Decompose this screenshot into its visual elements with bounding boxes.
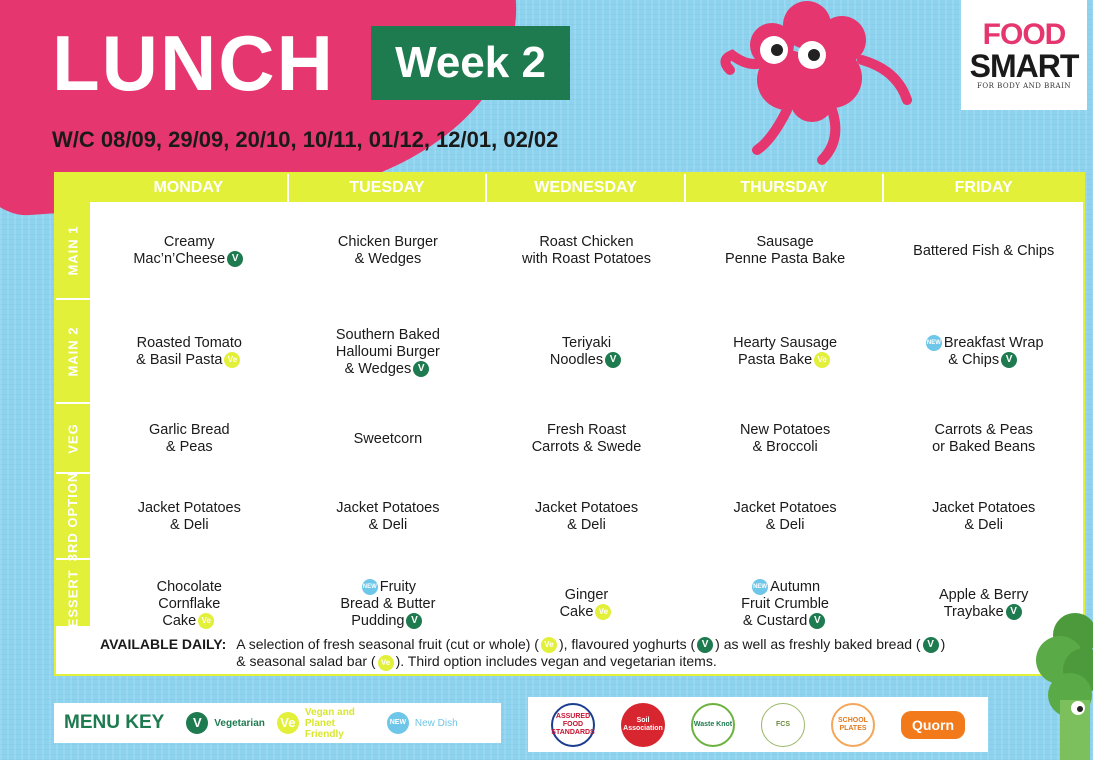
- menu-cell: [90, 474, 289, 560]
- day-header-friday: FRIDAY: [954, 179, 1013, 196]
- dish-text: & Basil Pasta: [136, 352, 223, 368]
- row-label: 3RD OPTION: [56, 474, 90, 560]
- vegetarian-badge-icon: V: [697, 637, 713, 653]
- vegetarian-badge-icon: V: [605, 352, 621, 368]
- menu-cell: [884, 300, 1083, 404]
- vegetarian-badge-icon: V: [809, 613, 825, 629]
- menu-cell: [487, 560, 686, 648]
- dish-text: Garlic Bread: [149, 422, 230, 438]
- dish-text: Noodles: [549, 352, 604, 368]
- day-header-thursday: THURSDAY: [686, 174, 885, 202]
- vegan-badge-icon: Ve: [595, 604, 611, 620]
- key-vegan: Ve Vegan and Planet Friendly: [275, 707, 375, 740]
- waste-knot-logo: Waste Knot: [691, 703, 735, 747]
- soil-association-logo: Soil Association: [621, 703, 665, 747]
- key-vegetarian: V Vegetarian: [184, 712, 265, 734]
- dish-text: Penne Pasta Bake: [725, 251, 846, 267]
- raspberry-mascot-icon: [712, 0, 922, 165]
- vegan-badge-icon: Ve: [277, 712, 299, 734]
- row-label: VEG: [56, 404, 90, 474]
- vegetarian-badge-icon: V: [1001, 352, 1017, 368]
- dish-text: & Deli: [169, 517, 209, 533]
- dish-text: Fresh Roast: [547, 422, 626, 438]
- vegetarian-badge-icon: V: [1006, 604, 1022, 620]
- dish-text: Roasted Tomato: [136, 335, 242, 351]
- dish-text: & Deli: [964, 517, 1004, 533]
- available-daily-note: AVAILABLE DAILY: A selection of fresh seasonal fruit (cut or whole) ( Ve ), flavoured yoghurts ( V ) as well as freshly baked bread ( V ) & seasonal salad bar ( Ve ). Third option includes vegan and vegetarian items.: [100, 636, 946, 670]
- menu-cell: [487, 404, 686, 474]
- dish-text: Creamy: [163, 234, 215, 250]
- dish-text: Carrots & Peas: [934, 422, 1033, 438]
- day-header-tuesday: TUESDAY: [289, 174, 488, 202]
- day-header-monday: MONDAY: [90, 174, 289, 202]
- dish-text: Apple & Berry: [938, 587, 1029, 603]
- dish-text: Battered Fish & Chips: [913, 242, 1055, 259]
- menu-cell: [90, 300, 289, 404]
- dish-text: Jacket Potatoes: [137, 500, 241, 516]
- dish-text: & Broccoli: [752, 439, 818, 455]
- dish-text: & Peas: [165, 439, 213, 455]
- dish-text: or Baked Beans: [932, 439, 1036, 455]
- menu-cell: [686, 474, 885, 560]
- vegan-badge-icon: Ve: [224, 352, 240, 368]
- dish-text: Pasta Bake: [738, 352, 813, 368]
- dish-text: Autumn: [770, 578, 821, 595]
- vegetarian-badge-icon: V: [406, 613, 422, 629]
- dish-text: Hearty Sausage: [733, 335, 838, 351]
- menu-cell: [884, 404, 1083, 474]
- menu-cell: [686, 202, 885, 300]
- vegan-badge-icon: Ve: [814, 352, 830, 368]
- dish-text: Jacket Potatoes: [733, 500, 837, 516]
- row-label: DESSERT: [56, 560, 90, 648]
- menu-cell: [90, 404, 289, 474]
- red-tractor-logo: ASSURED FOOD STANDARDS: [551, 703, 595, 747]
- available-daily-text: A selection of fresh seasonal fruit (cut or whole) ( Ve ), flavoured yoghurts ( V ) as well as freshly baked bread ( V ) & seasonal salad bar ( Ve ). Third option includes vegan and vegetarian items.: [236, 636, 946, 670]
- dish-text: Mac’n’Cheese: [133, 251, 226, 267]
- menu-key: MENU KEY V Vegetarian Ve Vegan and Planet Friendly NEW New Dish: [54, 703, 501, 743]
- dish-text: & Deli: [567, 517, 606, 533]
- vegan-badge-icon: Ve: [198, 613, 214, 629]
- menu-cell: [289, 300, 488, 404]
- school-plates-logo: SCHOOL PLATES: [831, 703, 875, 747]
- row-label: MAIN 1: [56, 202, 90, 300]
- dish-text: Southern Baked: [335, 326, 440, 343]
- dish-text: Chocolate: [156, 578, 222, 595]
- dish-text: & Wedges: [344, 360, 412, 377]
- fcs-logo: FCS: [761, 703, 805, 747]
- broccoli-mascot-icon: [1030, 600, 1093, 760]
- dish-text: Bread & Butter: [340, 595, 436, 612]
- partner-logos: [528, 697, 988, 752]
- menu-cell: [90, 560, 289, 648]
- menu-cell: [289, 404, 488, 474]
- menu-grid: [90, 202, 1083, 629]
- week-commencing-dates: W/C 08/09, 29/09, 20/10, 10/11, 01/12, 12/01, 02/02: [52, 127, 559, 152]
- dish-text: Jacket Potatoes: [932, 500, 1036, 516]
- menu-cell: [289, 560, 488, 648]
- new-badge-icon: NEW: [926, 335, 942, 351]
- dish-text: Fruity: [379, 578, 416, 595]
- dish-text: Cornflake: [158, 595, 221, 612]
- menu-cell: [686, 300, 885, 404]
- dish-text: Jacket Potatoes: [534, 500, 639, 516]
- dish-text: & Wedges: [354, 251, 422, 267]
- dish-text: New Potatoes: [739, 422, 831, 438]
- dish-text: & Deli: [368, 517, 408, 533]
- menu-cell: [884, 202, 1083, 300]
- vegetarian-badge-icon: V: [413, 361, 429, 377]
- day-header-wednesday: WEDNESDAY: [487, 174, 686, 202]
- dish-text: Chicken Burger: [337, 234, 438, 250]
- dish-text: Traybake: [943, 604, 1004, 620]
- dish-text: & Chips: [948, 352, 1000, 368]
- dish-text: Halloumi Burger: [335, 343, 440, 360]
- menu-cell: [686, 560, 885, 648]
- page-title: LUNCH: [52, 19, 335, 107]
- key-new-dish: NEW New Dish: [385, 712, 458, 734]
- vegetarian-badge-icon: V: [227, 251, 243, 267]
- menu-cell: [487, 202, 686, 300]
- menu-cell: [686, 404, 885, 474]
- menu-cell: [487, 300, 686, 404]
- dish-text: Teriyaki: [561, 335, 612, 351]
- dish-text: & Deli: [765, 517, 805, 533]
- day-header-row: [90, 174, 1083, 202]
- dish-text: Jacket Potatoes: [336, 500, 440, 516]
- dish-text: with Roast Potatoes: [522, 251, 651, 267]
- new-badge-icon: NEW: [387, 712, 409, 734]
- dish-text: Cake: [162, 612, 197, 629]
- menu-table: [54, 172, 1085, 676]
- menu-cell: [289, 474, 488, 560]
- week-badge: Week 2: [371, 26, 570, 100]
- menu-cell: [289, 202, 488, 300]
- vegetarian-badge-icon: V: [923, 637, 939, 653]
- new-badge-icon: NEW: [752, 579, 768, 595]
- menu-cell: [487, 474, 686, 560]
- dish-text: Sweetcorn: [353, 430, 423, 447]
- row-label: MAIN 2: [56, 300, 90, 404]
- dish-text: Breakfast Wrap: [943, 335, 1044, 351]
- dish-text: Fruit Crumble: [741, 595, 829, 612]
- menu-cell: [90, 202, 289, 300]
- food-smart-logo: FOOD SMART FOR BODY AND BRAIN: [961, 0, 1087, 110]
- dish-text: Sausage: [756, 234, 814, 250]
- dish-text: Ginger: [564, 587, 609, 603]
- dish-text: Roast Chicken: [539, 234, 634, 250]
- vegan-badge-icon: Ve: [378, 655, 394, 671]
- dish-text: Pudding: [351, 612, 405, 629]
- dish-text: Cake: [559, 604, 594, 620]
- dish-text: Carrots & Swede: [531, 439, 642, 455]
- dish-text: & Custard: [742, 612, 808, 629]
- menu-cell: [884, 474, 1083, 560]
- vegetarian-badge-icon: V: [186, 712, 208, 734]
- vegan-badge-icon: Ve: [541, 637, 557, 653]
- new-badge-icon: NEW: [362, 579, 378, 595]
- quorn-logo: Quorn: [901, 711, 965, 739]
